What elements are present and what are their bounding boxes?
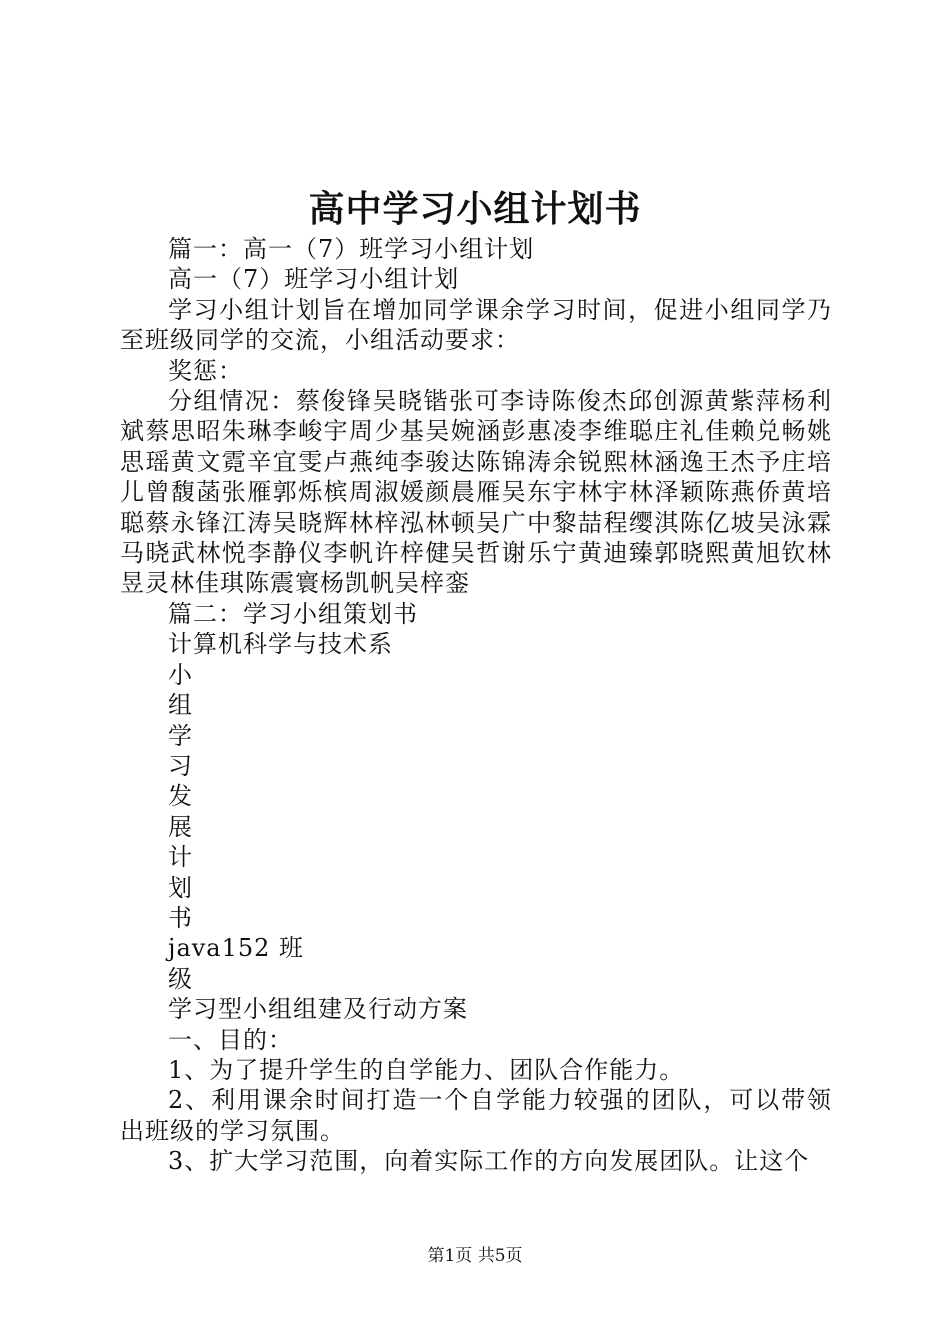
paragraph: 级 xyxy=(168,964,193,993)
paragraph: 学习型小组组建及行动方案 xyxy=(168,995,468,1024)
page-footer: 第1页 共5页 xyxy=(427,1246,523,1266)
paragraph: 高一（7）班学习小组计划 xyxy=(168,265,460,294)
paragraph: 学 xyxy=(168,721,193,750)
paragraph: 小 xyxy=(168,660,193,689)
paragraph: 篇一：高一（7）班学习小组计划 xyxy=(168,235,535,263)
paragraph: 习 xyxy=(168,751,193,780)
paragraph: 篇二：学习小组策划书 xyxy=(168,599,418,628)
paragraph: 1、为了提升学生的自学能力、团队合作能力。 xyxy=(168,1055,685,1084)
document-title: 高中学习小组计划书 xyxy=(308,188,642,230)
paragraph: 3、扩大学习范围，向着实际工作的方向发展团队。让这个 xyxy=(168,1147,810,1176)
paragraph: java152 班 xyxy=(168,934,305,963)
paragraph: 学习小组计划旨在增加同学课余学习时间，促进小组同学乃至班级同学的交流，小组活动要求： xyxy=(120,295,832,355)
paragraph: 分组情况：蔡俊锋吴晓锴张可李诗陈俊杰邱创源黄紫萍杨利斌蔡思昭朱琳李峻宇周少基吴婉涵彭惠凌李维聪庄礼佳赖兑畅姚思瑶黄文霓辛宜雯卢燕纯李骏达陈锦涛余锐熙林涵逸王杰予庄培儿曾馥菡张雁郭烁槟周淑媛颜晨雁吴东宇林宇林泽颖陈燕侨黄培聪蔡永锋江涛吴晓辉林梓泓林顿吴广中黎喆程缨淇陈亿坡吴泳霖马晓武林悦李静仪李帆许梓健吴哲谢乐宁黄迪臻郭晓熙黄旭钦林昱灵林佳琪陈震寰杨凯帆吴梓銮 xyxy=(120,387,832,598)
paragraph: 计 xyxy=(168,843,193,872)
paragraph: 组 xyxy=(168,691,193,720)
paragraph: 发 xyxy=(168,782,193,811)
paragraph: 书 xyxy=(168,903,193,932)
paragraph: 2、利用课余时间打造一个自学能力较强的团队，可以带领出班级的学习氛围。 xyxy=(120,1086,832,1145)
document-body xyxy=(120,234,832,1177)
paragraph: 划 xyxy=(168,873,193,902)
paragraph: 计算机科学与技术系 xyxy=(168,630,393,659)
paragraph: 一、目的： xyxy=(168,1025,293,1054)
paragraph: 奖惩： xyxy=(168,356,243,385)
paragraph: 展 xyxy=(168,812,193,841)
